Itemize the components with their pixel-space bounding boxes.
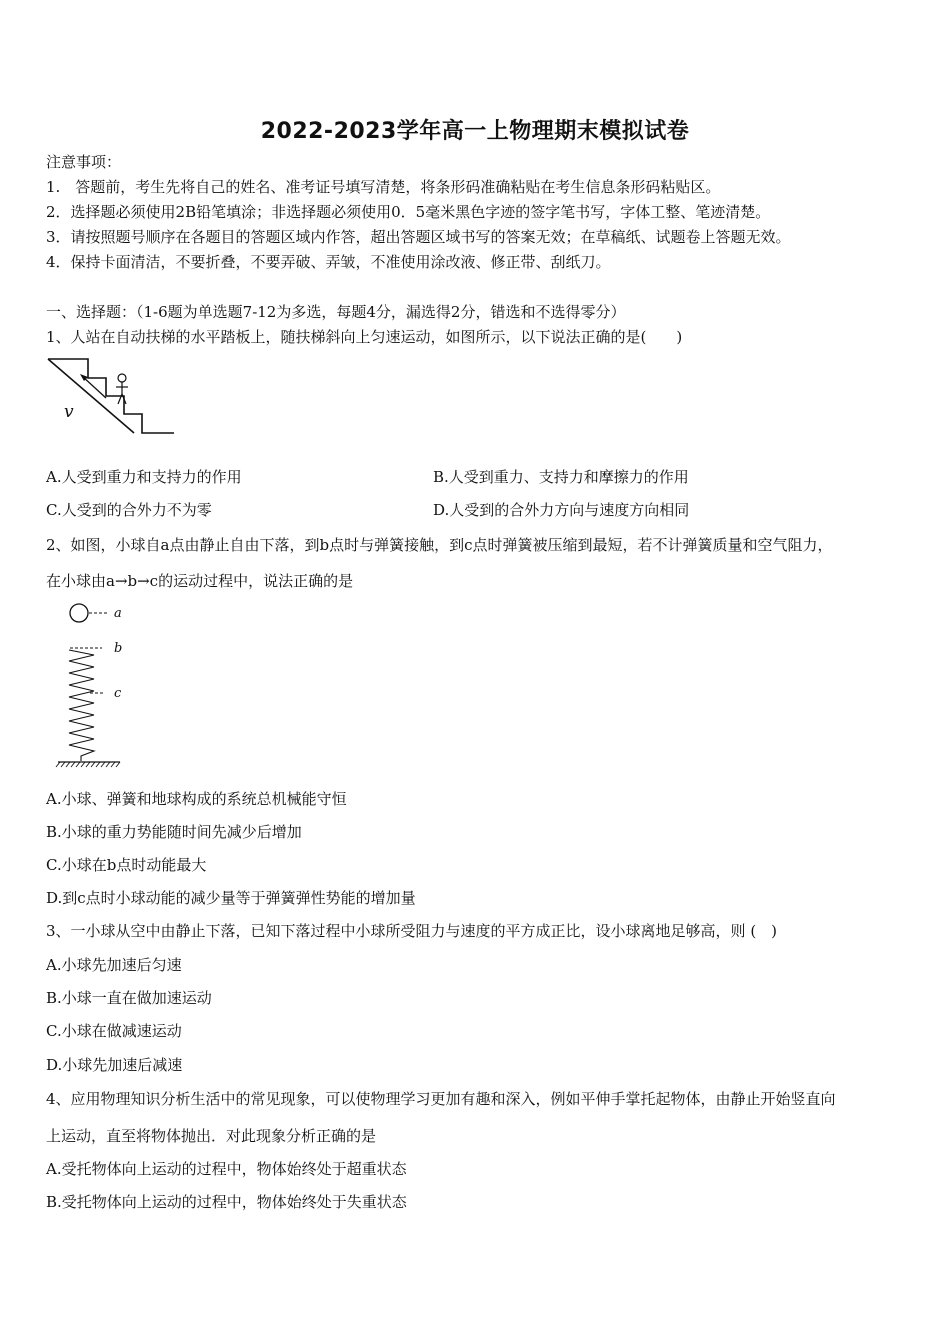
ground-hatch bbox=[56, 762, 120, 767]
notice-item: 2．选择题必须使用2B铅笔填涂；非选择题必须使用0．5毫米黑色字迹的签字笔书写，字体工整、笔迹清楚。 bbox=[46, 203, 771, 221]
question-4-option-a: A.受托物体向上运动的过程中，物体始终处于超重状态 bbox=[46, 1160, 407, 1178]
section-heading: 一、选择题：（1-6题为单选题7-12为多选，每题4分，漏选得2分，错选和不选得零分） bbox=[46, 303, 626, 321]
question-2-stem-continued: 在小球由a→b→c的运动过程中，说法正确的是 bbox=[46, 572, 354, 590]
notice-item: 1. 答题前，考生先将自己的姓名、准考证号填写清楚，将条形码准确粘贴在考生信息条形码粘贴区。 bbox=[46, 178, 721, 196]
notice-item: 4．保持卡面清洁，不要折叠，不要弄破、弄皱，不准使用涂改液、修正带、刮纸刀。 bbox=[46, 253, 611, 271]
question-4-stem-continued: 上运动，直至将物体抛出．对此现象分析正确的是 bbox=[46, 1127, 377, 1145]
question-2-option-a: A.小球、弹簧和地球构成的系统总机械能守恒 bbox=[46, 790, 347, 808]
question-4-stem: 4、应用物理知识分析生活中的常见现象，可以使物理学习更加有趣和深入，例如平伸手掌托起物体，由静止开始竖直向 bbox=[46, 1090, 836, 1108]
question-3-option-d: D.小球先加速后减速 bbox=[46, 1056, 183, 1074]
question-2-option-c: C.小球在b点时动能最大 bbox=[46, 856, 207, 874]
question-2-option-b: B.小球的重力势能随时间先减少后增加 bbox=[46, 823, 302, 841]
question-2-stem: 2、如图，小球自a点由静止自由下落，到b点时与弹簧接触，到c点时弹簧被压缩到最短，若不计弹簧质量和空气阻力， bbox=[46, 536, 833, 554]
notice-item: 3．请按照题号顺序在各题目的答题区域内作答，超出答题区域书写的答案无效；在草稿纸、试题卷上答题无效。 bbox=[46, 228, 791, 246]
question-4-option-b: B.受托物体向上运动的过程中，物体始终处于失重状态 bbox=[46, 1193, 407, 1211]
velocity-label: v bbox=[64, 402, 74, 422]
spring-figure bbox=[54, 598, 134, 770]
label-b: b bbox=[114, 641, 123, 656]
spring bbox=[69, 650, 94, 761]
question-1-option-c: C.人受到的合外力不为零 bbox=[46, 501, 212, 519]
question-1-option-d: D.人受到的合外力方向与速度方向相同 bbox=[433, 501, 690, 519]
notice-heading: 注意事项： bbox=[46, 153, 122, 171]
question-1-option-a: A.人受到重力和支持力的作用 bbox=[46, 468, 242, 486]
escalator-figure bbox=[44, 356, 179, 440]
question-1-stem: 1、人站在自动扶梯的水平踏板上，随扶梯斜向上匀速运动，如图所示，以下说法正确的是( ) bbox=[46, 328, 683, 346]
question-1-option-b: B.人受到重力、支持力和摩擦力的作用 bbox=[433, 468, 689, 486]
question-3-option-c: C.小球在做减速运动 bbox=[46, 1022, 182, 1040]
question-2-option-d: D.到c点时小球动能的减少量等于弹簧弹性势能的增加量 bbox=[46, 889, 416, 907]
ball bbox=[70, 604, 88, 622]
question-3-option-a: A.小球先加速后匀速 bbox=[46, 956, 182, 974]
person-head bbox=[118, 374, 126, 382]
label-c: c bbox=[114, 686, 122, 701]
question-3-option-b: B.小球一直在做加速运动 bbox=[46, 989, 212, 1007]
page-title: 2022-2023学年高一上物理期末模拟试卷 bbox=[260, 119, 690, 144]
label-a: a bbox=[114, 606, 122, 621]
question-3-stem: 3、一小球从空中由静止下落，已知下落过程中小球所受阻力与速度的平方成正比，设小球离地足够高，则 ( ) bbox=[46, 922, 778, 940]
